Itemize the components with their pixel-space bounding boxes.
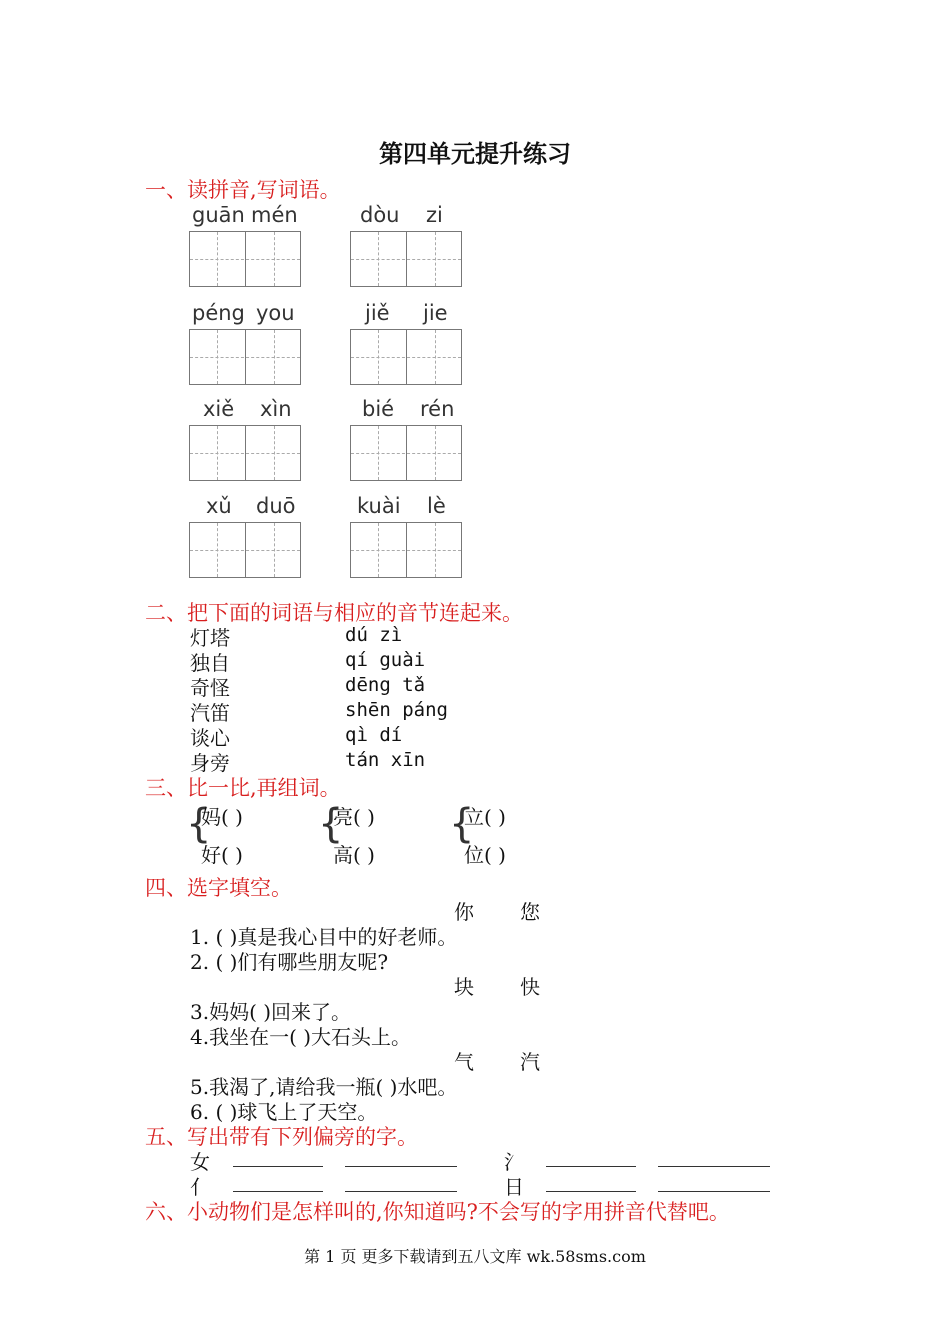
option-char: 气 bbox=[454, 1050, 474, 1074]
pinyin-8b: lè bbox=[427, 494, 446, 518]
match-syllable: dēng tǎ bbox=[345, 674, 426, 696]
radical: 氵 bbox=[504, 1150, 524, 1174]
radical: 日 bbox=[504, 1175, 524, 1199]
match-syllable: tán xīn bbox=[345, 749, 426, 771]
writing-grid[interactable] bbox=[350, 231, 462, 287]
pinyin-1b: mén bbox=[251, 203, 298, 227]
fill-question: 5.我渴了,请给我一瓶( )水吧。 bbox=[190, 1075, 458, 1099]
option-char: 你 bbox=[454, 900, 474, 924]
fill-question: 1. ( )真是我心目中的好老师。 bbox=[190, 925, 458, 949]
pinyin-8a: kuài bbox=[357, 494, 401, 518]
writing-grid[interactable] bbox=[350, 522, 462, 578]
answer-line[interactable] bbox=[658, 1191, 770, 1192]
match-word: 汽笛 bbox=[190, 701, 230, 725]
brace-icon: { bbox=[449, 801, 475, 847]
pinyin-6a: bié bbox=[362, 397, 395, 421]
pinyin-2b: zi bbox=[426, 203, 443, 227]
writing-grid[interactable] bbox=[189, 425, 301, 481]
pinyin-3a: péng bbox=[192, 301, 245, 325]
pinyin-4b: jie bbox=[423, 301, 448, 325]
option-char: 您 bbox=[520, 900, 540, 924]
pinyin-5a: xiě bbox=[203, 397, 235, 421]
radical: 亻 bbox=[190, 1175, 210, 1199]
compare-item: 妈( ) bbox=[201, 805, 243, 829]
writing-grid[interactable] bbox=[189, 522, 301, 578]
fill-question: 3.妈妈( )回来了。 bbox=[190, 1000, 352, 1024]
radical: 女 bbox=[190, 1150, 210, 1174]
section-6-heading: 六、小动物们是怎样叫的,你知道吗?不会写的字用拼音代替吧。 bbox=[145, 1200, 730, 1224]
section-3-heading: 三、比一比,再组词。 bbox=[145, 776, 341, 800]
section-4-heading: 四、选字填空。 bbox=[145, 876, 292, 900]
brace-icon: { bbox=[318, 801, 344, 847]
pinyin-7b: duō bbox=[256, 494, 296, 518]
answer-line[interactable] bbox=[233, 1166, 323, 1167]
option-char: 汽 bbox=[520, 1050, 540, 1074]
section-2-heading: 二、把下面的词语与相应的音节连起来。 bbox=[145, 601, 523, 625]
answer-line[interactable] bbox=[546, 1166, 636, 1167]
pinyin-2a: dòu bbox=[360, 203, 400, 227]
match-syllable: dú zì bbox=[345, 624, 403, 646]
compare-item: 亮( ) bbox=[333, 805, 375, 829]
pinyin-5b: xìn bbox=[260, 397, 292, 421]
writing-grid[interactable] bbox=[189, 329, 301, 385]
writing-grid[interactable] bbox=[350, 329, 462, 385]
answer-line[interactable] bbox=[546, 1191, 636, 1192]
pinyin-6b: rén bbox=[420, 397, 455, 421]
section-5-heading: 五、写出带有下列偏旁的字。 bbox=[145, 1125, 418, 1149]
option-char: 快 bbox=[520, 975, 540, 999]
answer-line[interactable] bbox=[658, 1166, 770, 1167]
page-footer: 第 1 页 更多下载请到五八文库 wk.58sms.com bbox=[304, 1247, 646, 1266]
answer-line[interactable] bbox=[345, 1191, 457, 1192]
answer-line[interactable] bbox=[345, 1166, 457, 1167]
pinyin-3b: you bbox=[256, 301, 295, 325]
match-word: 谈心 bbox=[190, 726, 230, 750]
match-syllable: shēn páng bbox=[345, 699, 448, 721]
match-word: 独自 bbox=[190, 651, 230, 675]
fill-question: 4.我坐在一( )大石头上。 bbox=[190, 1025, 412, 1049]
compare-item: 立( ) bbox=[464, 805, 506, 829]
answer-line[interactable] bbox=[233, 1191, 323, 1192]
match-syllable: qì dí bbox=[345, 724, 403, 746]
match-word: 身旁 bbox=[190, 751, 230, 775]
writing-grid[interactable] bbox=[350, 425, 462, 481]
compare-item: 好( ) bbox=[201, 843, 243, 867]
match-word: 奇怪 bbox=[190, 676, 230, 700]
section-1-heading: 一、读拼音,写词语。 bbox=[145, 178, 341, 202]
fill-question: 6. ( )球飞上了天空。 bbox=[190, 1100, 378, 1124]
page-title: 第四单元提升练习 bbox=[379, 139, 571, 168]
pinyin-4a: jiě bbox=[365, 301, 390, 325]
compare-item: 高( ) bbox=[333, 843, 375, 867]
fill-question: 2. ( )们有哪些朋友呢? bbox=[190, 950, 389, 974]
pinyin-1a: guān bbox=[192, 203, 245, 227]
pinyin-7a: xǔ bbox=[206, 494, 232, 518]
writing-grid[interactable] bbox=[189, 231, 301, 287]
brace-icon: { bbox=[186, 801, 212, 847]
match-word: 灯塔 bbox=[190, 626, 230, 650]
match-syllable: qí guài bbox=[345, 649, 426, 671]
option-char: 块 bbox=[454, 975, 474, 999]
compare-item: 位( ) bbox=[464, 843, 506, 867]
